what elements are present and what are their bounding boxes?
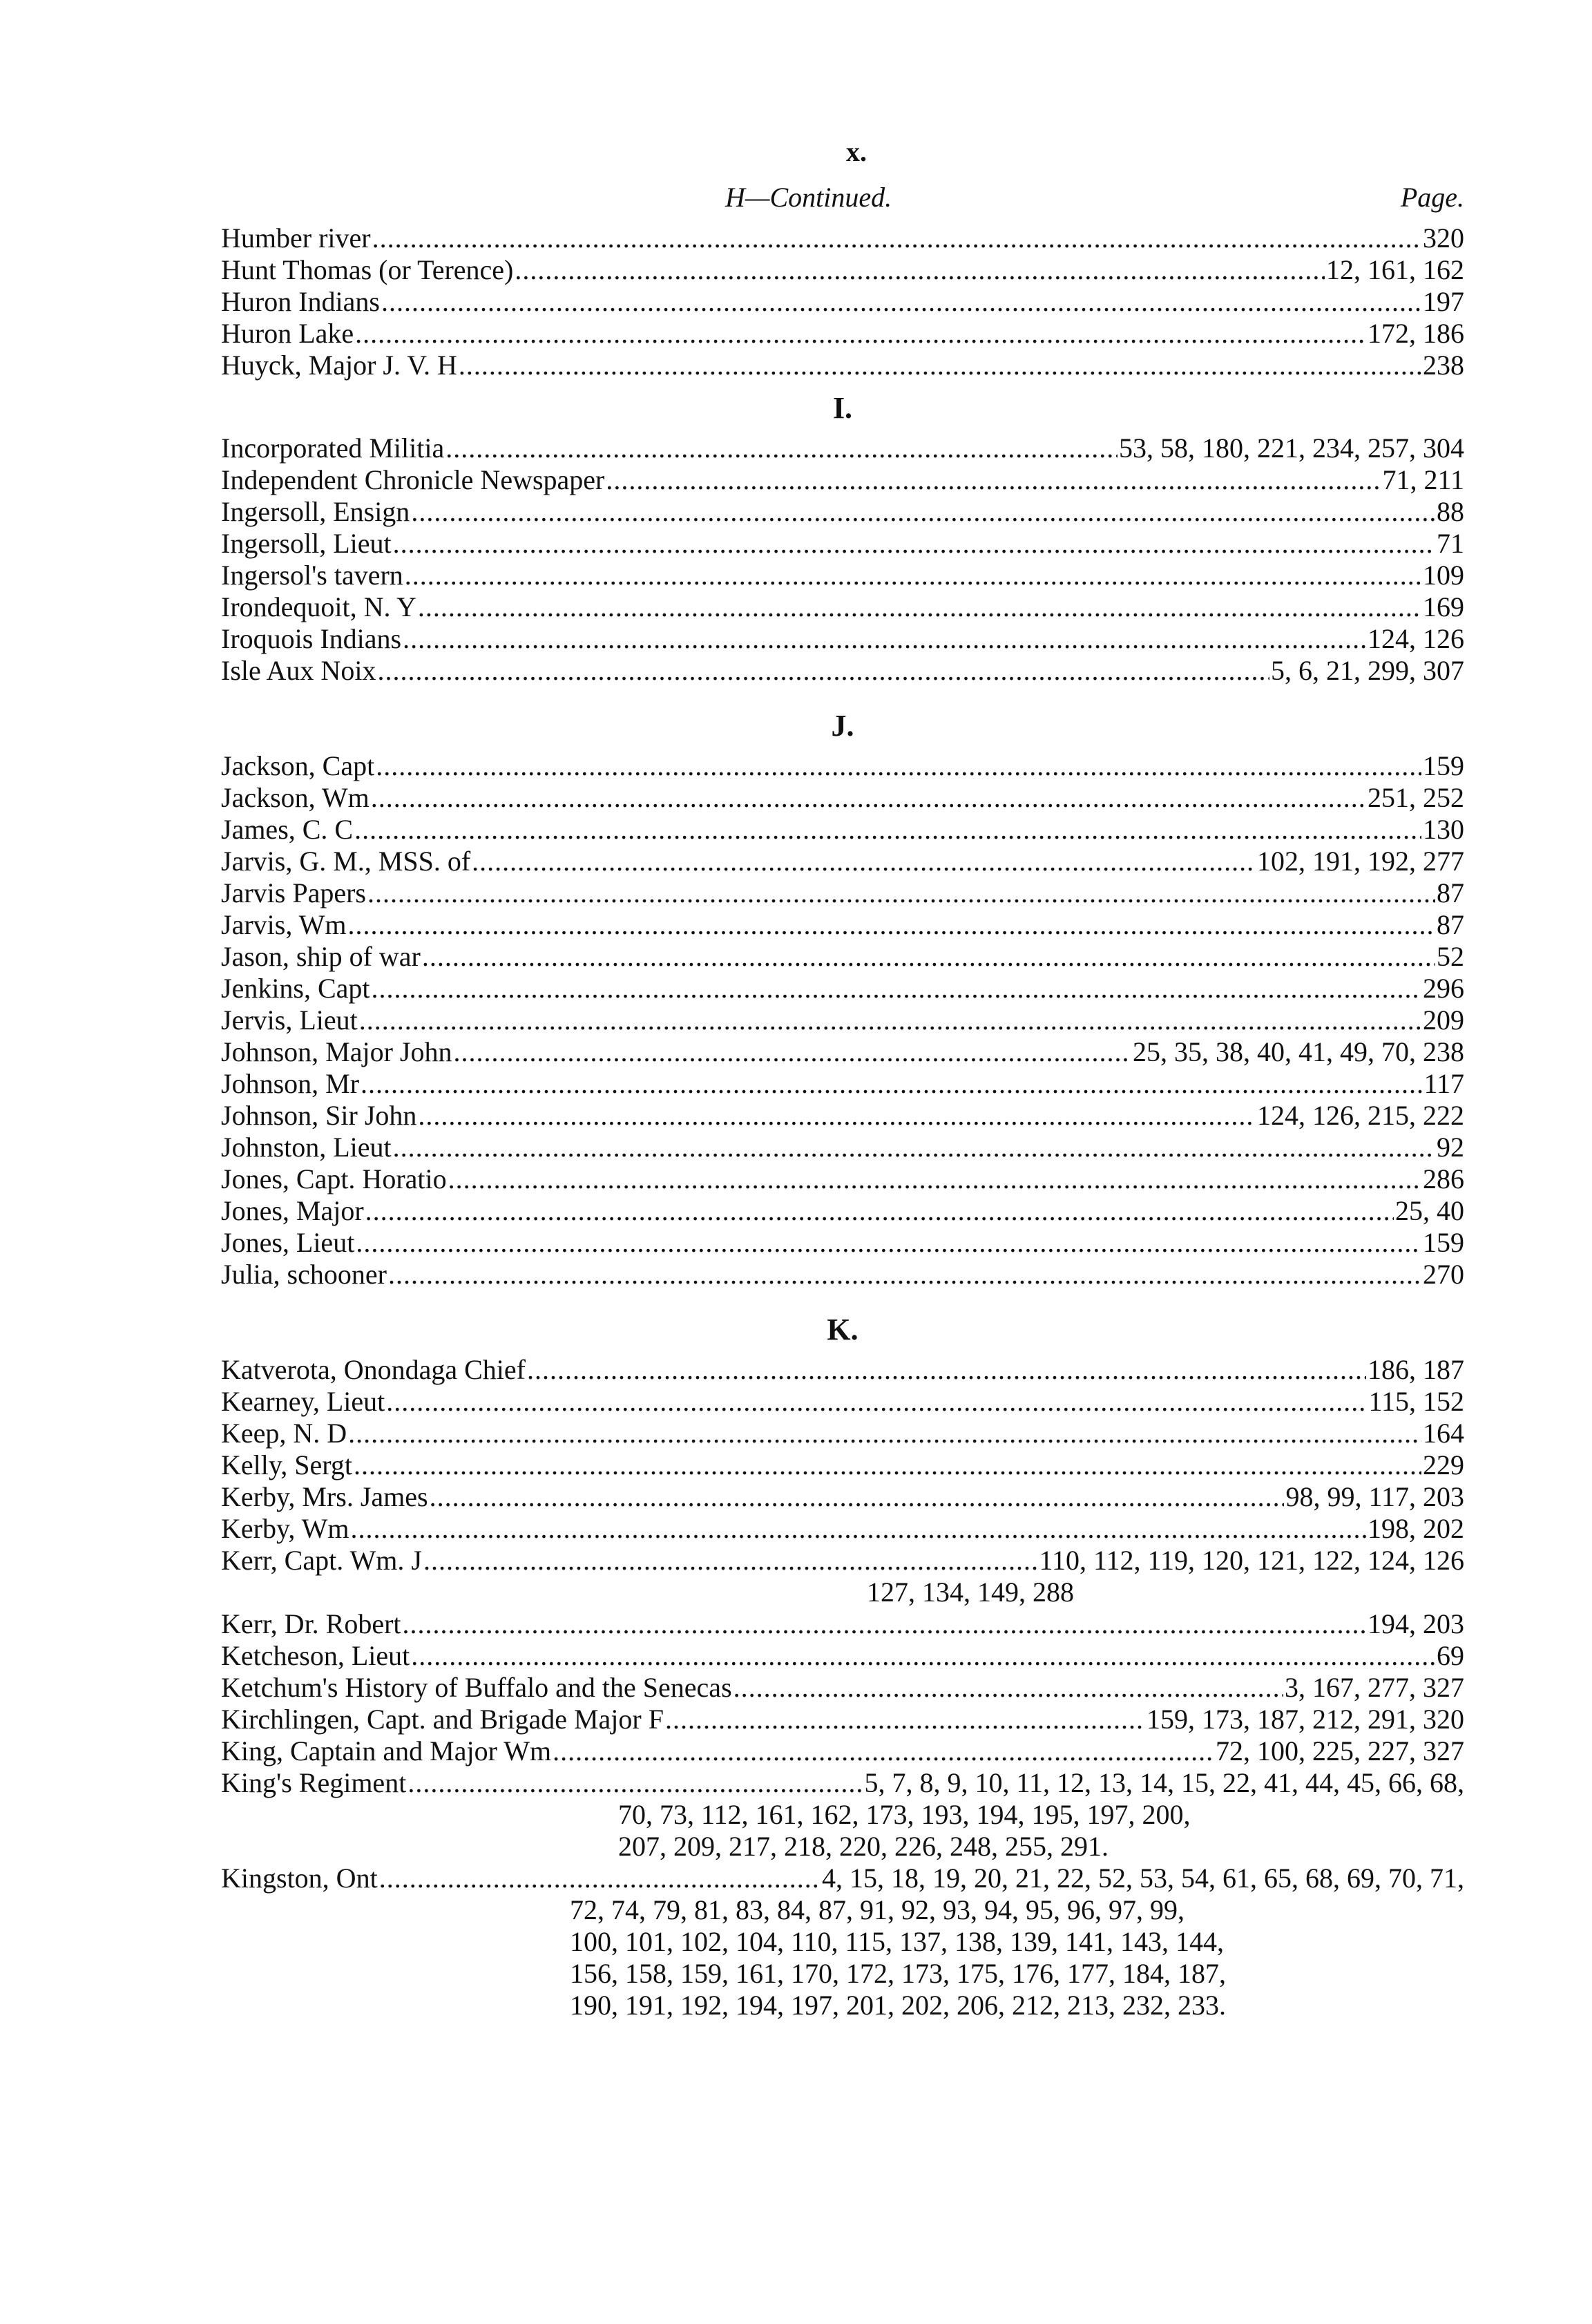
dot-leader	[403, 1608, 1366, 1640]
section-k	[221, 1354, 1464, 2021]
entry-name: Jason, ship of war	[221, 941, 421, 972]
dot-leader	[422, 941, 1435, 973]
dot-leader	[527, 1354, 1366, 1386]
entry-pages: 102, 191, 192, 277	[1257, 846, 1464, 877]
dot-leader	[381, 286, 1421, 318]
entry-name: Ingersoll, Lieut	[221, 528, 392, 559]
entry-pages: 172, 186	[1368, 318, 1464, 349]
index-entry	[221, 1195, 1464, 1227]
index-entry	[221, 1767, 1464, 1799]
section-title: H—Continued.	[725, 182, 892, 213]
entry-pages-continuation: 156, 158, 159, 161, 170, 172, 173, 175, 176, 177, 184, 187,	[570, 1958, 1226, 1989]
entry-name: Iroquois Indians	[221, 623, 402, 654]
index-entry	[221, 254, 1464, 286]
dot-leader	[423, 1545, 1038, 1577]
dot-leader	[354, 814, 1421, 846]
index-entry	[221, 350, 1464, 381]
dot-leader	[515, 254, 1325, 286]
index-entry	[221, 560, 1464, 591]
index-entry	[221, 222, 1464, 254]
entry-pages: 164	[1423, 1418, 1464, 1449]
index-entry	[221, 496, 1464, 528]
entry-pages-continuation: 190, 191, 192, 194, 197, 201, 202, 206, 212, 213, 232, 233.	[570, 1990, 1226, 2021]
entry-name: Jackson, Capt	[221, 750, 375, 781]
dot-leader	[418, 591, 1421, 623]
entry-name: Keep, N. D	[221, 1418, 347, 1449]
dot-leader	[403, 623, 1366, 655]
index-entry	[221, 973, 1464, 1004]
dot-leader	[376, 750, 1421, 782]
dot-leader	[351, 1513, 1366, 1545]
entry-pages: 109	[1423, 560, 1464, 591]
index-entry	[221, 750, 1464, 782]
index-entry	[221, 432, 1464, 464]
entry-pages: 25, 35, 38, 40, 41, 49, 70, 238	[1133, 1036, 1464, 1067]
entry-pages: 320	[1423, 222, 1464, 254]
entry-pages: 159	[1423, 750, 1464, 781]
index-entry	[221, 1863, 1464, 1894]
entry-name: Jenkins, Capt	[221, 973, 370, 1004]
dot-leader	[372, 222, 1421, 254]
entry-pages: 124, 126	[1368, 623, 1464, 654]
entry-name: Jervis, Lieut	[221, 1004, 358, 1036]
entry-name: Kerby, Wm	[221, 1513, 349, 1544]
entry-pages-continuation: 207, 209, 217, 218, 220, 226, 248, 255, 291.	[618, 1831, 1109, 1862]
entry-name: Kingston, Ont	[221, 1863, 378, 1894]
entry-pages: 251, 252	[1368, 782, 1464, 813]
entry-pages: 115, 152	[1368, 1386, 1464, 1417]
entry-pages-continuation: 70, 73, 112, 161, 162, 173, 193, 194, 195, 197, 200,	[618, 1799, 1191, 1830]
index-entry	[221, 655, 1464, 687]
entry-pages: 98, 99, 117, 203	[1285, 1481, 1464, 1512]
entry-pages: 117	[1423, 1068, 1464, 1099]
index-entry	[221, 1386, 1464, 1418]
entry-pages: 87	[1437, 877, 1464, 908]
dot-leader	[361, 1068, 1422, 1100]
dot-leader	[347, 909, 1435, 941]
index-entry	[221, 1163, 1464, 1195]
dot-leader	[388, 1259, 1421, 1290]
entry-pages: 209	[1423, 1004, 1464, 1036]
index-entry	[221, 623, 1464, 655]
dot-leader	[733, 1672, 1283, 1704]
entry-pages: 169	[1423, 591, 1464, 622]
dot-leader	[405, 560, 1421, 591]
entry-name: Kerr, Capt. Wm. J	[221, 1545, 422, 1576]
entry-name: Johnson, Mr	[221, 1068, 360, 1099]
entry-pages-continuation: 100, 101, 102, 104, 110, 115, 137, 138, 139, 141, 143, 144,	[570, 1926, 1225, 1957]
dot-leader	[448, 1163, 1421, 1195]
column-header	[221, 173, 1464, 222]
index-entry	[221, 1735, 1464, 1767]
dot-leader	[386, 1386, 1367, 1418]
entry-pages: 198, 202	[1368, 1513, 1464, 1544]
dot-leader	[379, 1863, 821, 1894]
entry-name: Johnston, Lieut	[221, 1132, 392, 1163]
dot-leader	[411, 1640, 1435, 1672]
entry-pages: 124, 126, 215, 222	[1257, 1100, 1464, 1131]
entry-pages: 229	[1423, 1449, 1464, 1480]
entry-pages: 186, 187	[1368, 1354, 1464, 1385]
index-entry	[221, 1704, 1464, 1735]
dot-leader	[407, 1767, 863, 1799]
index-entry	[221, 464, 1464, 496]
dot-leader	[411, 496, 1435, 528]
entry-name: Jarvis Papers	[221, 877, 366, 908]
index-entry	[221, 1036, 1464, 1068]
entry-pages-continuation: 72, 74, 79, 81, 83, 84, 87, 91, 92, 93, 94, 95, 96, 97, 99,	[570, 1894, 1185, 1925]
dot-leader	[372, 973, 1421, 1004]
entry-name: Huron Indians	[221, 286, 380, 317]
dot-leader	[356, 1227, 1421, 1259]
entry-pages: 88	[1437, 496, 1464, 527]
index-entry	[221, 1481, 1464, 1513]
index-entry	[221, 318, 1464, 350]
entry-pages: 130	[1423, 814, 1464, 845]
index-entry	[221, 814, 1464, 846]
index-entry	[221, 1608, 1464, 1640]
dot-leader	[354, 1449, 1421, 1481]
entry-pages: 4, 15, 18, 19, 20, 21, 22, 52, 53, 54, 61, 65, 68, 69, 70, 71,	[822, 1863, 1464, 1894]
dot-leader	[371, 782, 1366, 814]
page-number: x.	[846, 136, 867, 167]
dot-leader	[359, 1004, 1421, 1036]
dot-leader	[472, 846, 1256, 877]
entry-name: Jones, Capt. Horatio	[221, 1163, 447, 1194]
entry-pages: 5, 7, 8, 9, 10, 11, 12, 13, 14, 15, 22, 41, 44, 45, 66, 68,	[864, 1767, 1464, 1798]
section-letter-i: I.	[832, 391, 853, 425]
dot-leader	[445, 432, 1118, 464]
entry-pages: 71, 211	[1382, 464, 1464, 495]
entry-pages: 12, 161, 162	[1326, 254, 1464, 285]
dot-leader	[553, 1735, 1214, 1767]
entry-name: Incorporated Militia	[221, 432, 445, 464]
entry-name: Kelly, Sergt	[221, 1449, 352, 1480]
index-entry	[221, 1672, 1464, 1704]
entry-pages: 25, 40	[1395, 1195, 1464, 1226]
entry-pages: 296	[1423, 973, 1464, 1004]
index-entry	[221, 1259, 1464, 1290]
entry-name: Jones, Major	[221, 1195, 364, 1226]
index-entry	[221, 846, 1464, 877]
entry-pages: 69	[1437, 1640, 1464, 1671]
entry-name: Hunt Thomas (or Terence)	[221, 254, 514, 285]
entry-name: Julia, schooner	[221, 1259, 387, 1290]
index-entry	[221, 528, 1464, 560]
section-h	[221, 222, 1464, 381]
dot-leader	[606, 464, 1381, 496]
entry-name: Johnson, Major John	[221, 1036, 452, 1067]
index-entry	[221, 1354, 1464, 1386]
entry-name: Ketchum's History of Buffalo and the Senecas	[221, 1672, 732, 1703]
entry-pages: 71	[1437, 528, 1464, 559]
entry-pages: 5, 6, 21, 299, 307	[1271, 655, 1464, 686]
dot-leader	[665, 1704, 1145, 1735]
entry-pages: 110, 112, 119, 120, 121, 122, 124, 126	[1039, 1545, 1464, 1576]
entry-pages: 3, 167, 277, 327	[1285, 1672, 1464, 1703]
entry-name: Humber river	[221, 222, 371, 254]
entry-pages: 194, 203	[1368, 1608, 1464, 1639]
entry-pages: 159	[1423, 1227, 1464, 1258]
entry-pages: 72, 100, 225, 227, 327	[1216, 1735, 1464, 1766]
dot-leader	[377, 655, 1269, 687]
section-i	[221, 432, 1464, 687]
entry-name: Jackson, Wm	[221, 782, 370, 813]
entry-name: King's Regiment	[221, 1767, 407, 1798]
entry-pages-continuation: 127, 134, 149, 288	[867, 1577, 1074, 1608]
dot-leader	[459, 350, 1421, 381]
entry-name: Katverota, Onondaga Chief	[221, 1354, 526, 1385]
entry-pages: 197	[1423, 286, 1464, 317]
index-entry	[221, 941, 1464, 973]
index-entry	[221, 877, 1464, 909]
entry-name: James, C. C	[221, 814, 354, 845]
entry-name: Irondequoit, N. Y	[221, 591, 416, 622]
entry-pages: 238	[1423, 350, 1464, 381]
entry-pages: 53, 58, 180, 221, 234, 257, 304	[1119, 432, 1464, 464]
entry-name: Isle Aux Noix	[221, 655, 376, 686]
page-column-label: Page.	[1400, 182, 1464, 213]
index-entry	[221, 1004, 1464, 1036]
entry-name: King, Captain and Major Wm	[221, 1735, 552, 1766]
entry-name: Independent Chronicle Newspaper	[221, 464, 605, 495]
entry-pages: 159, 173, 187, 212, 291, 320	[1147, 1704, 1464, 1735]
index-page	[221, 131, 1464, 2021]
entry-name: Kearney, Lieut	[221, 1386, 385, 1417]
entry-name: Ingersol's tavern	[221, 560, 403, 591]
entry-name: Jarvis, G. M., MSS. of	[221, 846, 471, 877]
index-entry	[221, 1132, 1464, 1163]
entry-name: Huron Lake	[221, 318, 354, 349]
entry-pages: 92	[1437, 1132, 1464, 1163]
entry-pages: 52	[1437, 941, 1464, 972]
index-entry	[221, 1418, 1464, 1449]
dot-leader	[430, 1481, 1285, 1513]
entry-name: Jones, Lieut	[221, 1227, 355, 1258]
entry-pages: 286	[1423, 1163, 1464, 1194]
entry-name: Ketcheson, Lieut	[221, 1640, 410, 1671]
entry-name: Kerr, Dr. Robert	[221, 1608, 401, 1639]
index-entry	[221, 909, 1464, 941]
entry-name: Huyck, Major J. V. H	[221, 350, 457, 381]
index-entry	[221, 1449, 1464, 1481]
dot-leader	[418, 1100, 1256, 1132]
section-j	[221, 750, 1464, 1290]
index-entry	[221, 286, 1464, 318]
section-letter-j: J.	[831, 709, 854, 743]
dot-leader	[393, 528, 1435, 560]
dot-leader	[393, 1132, 1435, 1163]
entry-pages: 270	[1423, 1259, 1464, 1290]
entry-pages: 87	[1437, 909, 1464, 940]
index-entry	[221, 1100, 1464, 1132]
index-entry	[221, 1513, 1464, 1545]
dot-leader	[348, 1418, 1421, 1449]
section-letter-k: K.	[827, 1313, 859, 1346]
index-entry	[221, 1227, 1464, 1259]
entry-name: Jarvis, Wm	[221, 909, 347, 940]
entry-name: Johnson, Sir John	[221, 1100, 417, 1131]
dot-leader	[365, 1195, 1394, 1227]
index-entry	[221, 782, 1464, 814]
dot-leader	[355, 318, 1366, 350]
entry-name: Ingersoll, Ensign	[221, 496, 410, 527]
index-entry	[221, 1068, 1464, 1100]
index-entry	[221, 1545, 1464, 1577]
index-entry	[221, 591, 1464, 623]
entry-name: Kerby, Mrs. James	[221, 1481, 428, 1512]
entry-name: Kirchlingen, Capt. and Brigade Major F	[221, 1704, 664, 1735]
dot-leader	[453, 1036, 1131, 1068]
dot-leader	[367, 877, 1435, 909]
index-entry	[221, 1640, 1464, 1672]
